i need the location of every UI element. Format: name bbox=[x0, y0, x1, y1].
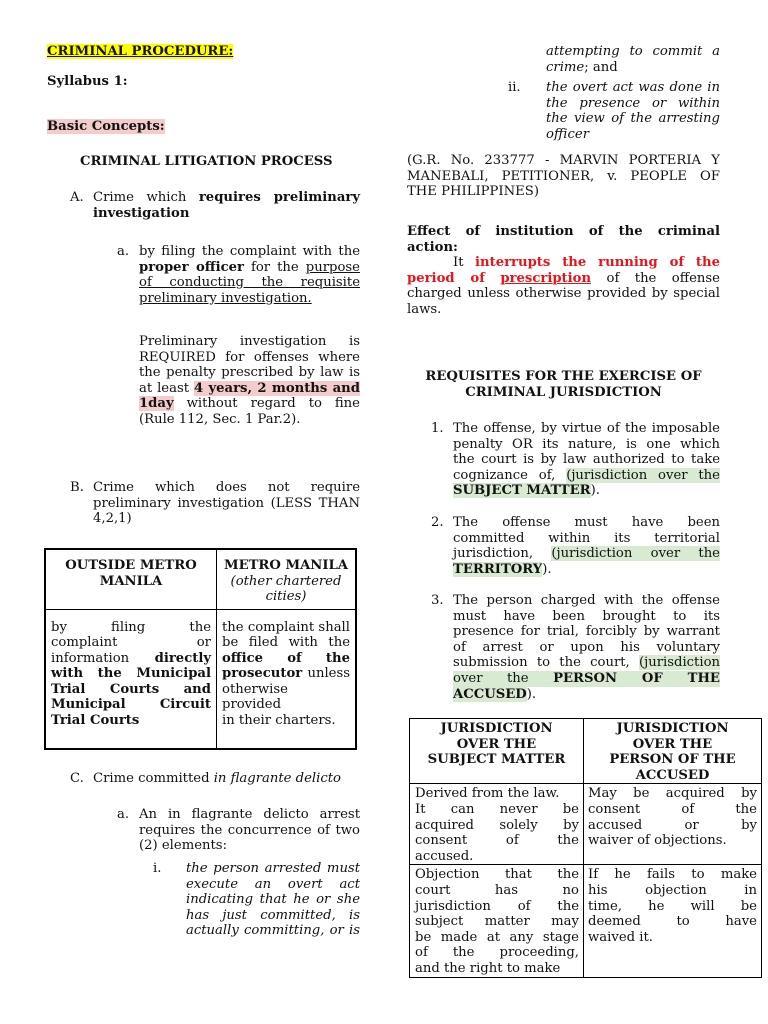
table-cell-metro-manila: the complaint shall be filed with the office of the prosecutor unless otherwise provided in their charters. bbox=[222, 619, 350, 729]
jt-cell-sm-objection: Objection that the court has no jurisdiction of the subject matter may be made at any stage of the proceeding, and the right to make bbox=[410, 865, 584, 977]
item-a-text: Crime which requires preliminary investigation bbox=[93, 190, 360, 221]
list-marker-a-a: a. bbox=[117, 244, 130, 259]
requisite-1-text: The offense, by virtue of the imposable penalty OR its nature, is one which the court is by law authorized to take cognizance of, (jurisdiction over the SUBJECT MATTER). bbox=[453, 421, 720, 499]
jt-cell-pa-acquired: May be acquired by consent of the accused or by waiver of objections. bbox=[584, 784, 762, 865]
requisite-3-marker: 3. bbox=[431, 593, 444, 608]
list-marker-c-a-ii: ii. bbox=[508, 80, 521, 95]
syllabus-label: Syllabus 1: bbox=[47, 74, 128, 89]
doc-title: CRIMINAL PROCEDURE: bbox=[47, 44, 234, 59]
jt-header-person-accused: JURISDICTION OVER THE PERSON OF THE ACCUSED bbox=[584, 719, 762, 784]
criminal-litigation-heading: CRIMINAL LITIGATION PROCESS bbox=[80, 154, 333, 169]
jt-cell-pa-waiver: If he fails to make his objection in time, he will be deemed to have waived it. bbox=[588, 867, 757, 945]
case-citation: (G.R. No. 233777 - MARVIN PORTERIA Y MANEBALI, PETITIONER, v. PEOPLE OF THE PHILIPPINES) bbox=[407, 153, 720, 200]
requisite-2-text: The offense must have been committed within its territorial jurisdiction, (jurisdiction over the TERRITORY). bbox=[453, 515, 720, 577]
table-header-metro-manila: METRO MANILA (other chartered cities) bbox=[217, 549, 357, 609]
requisites-heading: REQUISITES FOR THE EXERCISE OF CRIMINAL JURISDICTION bbox=[425, 369, 702, 400]
table-header-outside-metro: OUTSIDE METRO MANILA bbox=[45, 549, 217, 609]
effect-of-institution: Effect of institution of the criminal action: It interrupts the running of the period of prescription of the offense charged unless otherwise provided by special laws. bbox=[407, 224, 720, 317]
list-marker-c-a-i: i. bbox=[153, 861, 162, 876]
requisite-2-marker: 2. bbox=[431, 515, 444, 530]
list-marker-a: A. bbox=[70, 190, 84, 205]
requisite-1-marker: 1. bbox=[431, 421, 444, 436]
requisite-3-text: The person charged with the offense must have been brought to its presence for trial, forcibly by warrant of arrest or upon his voluntary submission to the court, (jurisdiction over the PERSON OF THE ACCUSED). bbox=[453, 593, 720, 702]
table-cell-outside-metro: by filing the complaint or information directly with the Municipal Trial Courts and Municipal Circuit Trial Courts bbox=[45, 609, 217, 749]
item-c-a-ii-text: the overt act was done in the presence or within the view of the arresting officer bbox=[546, 80, 720, 142]
item-c-a-i-text: the person arrested must execute an overt act indicating that he or she has just committed, is actually committing, or is bbox=[186, 861, 360, 939]
item-c-a-i-continued: attempting to commit a crime; and bbox=[546, 44, 720, 75]
jurisdiction-table bbox=[409, 718, 762, 978]
item-c-a-text: An in flagrante delicto arrest requires the concurrence of two (2) elements: bbox=[139, 807, 360, 854]
basic-concepts-heading: Basic Concepts: bbox=[47, 119, 165, 134]
preliminary-investigation-paragraph: Preliminary investigation is REQUIRED for offenses where the penalty prescribed by law is at least 4 years, 2 months and 1day without regard to fine (Rule 112, Sec. 1 Par.2). bbox=[139, 334, 360, 427]
jt-header-subject-matter: JURISDICTION OVER THE SUBJECT MATTER bbox=[410, 719, 584, 784]
jt-cell-sm-derived: Derived from the law. It can never be acquired solely by consent of the accused. bbox=[410, 784, 584, 865]
item-a-a-text: by filing the complaint with the proper officer for the purpose of conducting the requisite preliminary investigation. bbox=[139, 244, 360, 306]
item-c-text: Crime committed in flagrante delicto bbox=[93, 771, 341, 786]
list-marker-b: B. bbox=[70, 480, 84, 495]
list-marker-c-a: a. bbox=[117, 807, 130, 822]
item-b-text: Crime which does not require preliminary investigation (LESS THAN 4,2,1) bbox=[93, 480, 360, 527]
list-marker-c: C. bbox=[70, 771, 84, 786]
metro-manila-table bbox=[44, 548, 357, 750]
